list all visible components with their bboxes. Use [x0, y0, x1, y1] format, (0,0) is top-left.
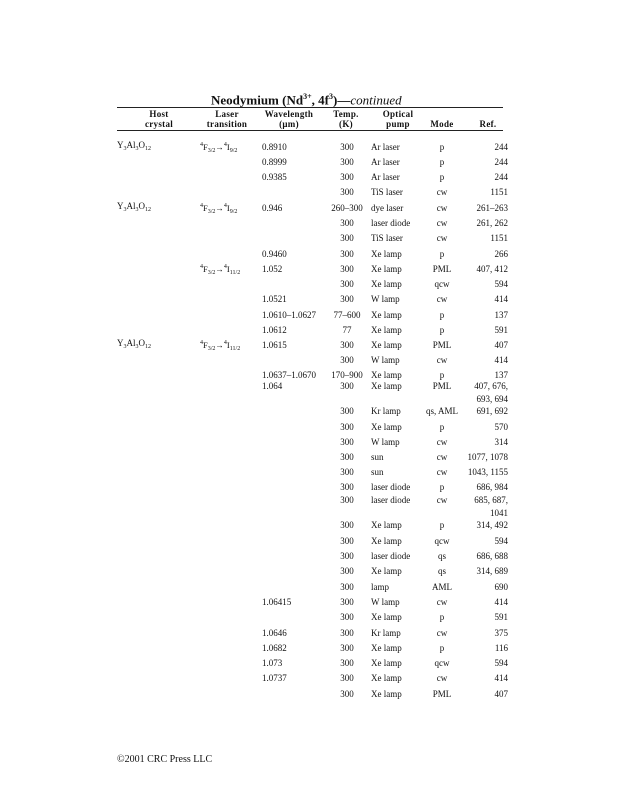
wavelength-cell: 1.073	[262, 658, 283, 668]
temp-cell: 300	[340, 187, 354, 197]
temp-cell: 300	[340, 566, 354, 576]
mode-cell: cw	[436, 187, 448, 197]
mode-cell: cw	[436, 355, 448, 365]
ref-cell: 591	[494, 325, 508, 335]
temp-cell: 300	[340, 355, 354, 365]
mode-cell: cw	[436, 452, 448, 462]
pump-cell: Xe lamp	[371, 520, 402, 530]
pump-cell: W lamp	[371, 355, 400, 365]
wavelength-cell: 1.0637–1.0670	[262, 370, 316, 380]
mode-cell: PML	[432, 381, 452, 391]
temp-cell: 300	[340, 536, 354, 546]
wavelength-cell: 1.0610–1.0627	[262, 310, 316, 320]
pump-cell: TiS laser	[371, 187, 403, 197]
mode-cell: cw	[436, 218, 448, 228]
temp-cell: 300	[340, 628, 354, 638]
mode-cell: AML	[432, 582, 452, 592]
ref-cell: 407	[494, 340, 508, 350]
pump-cell: Xe lamp	[371, 612, 402, 622]
temp-cell: 300	[340, 689, 354, 699]
temp-cell: 300	[340, 233, 354, 243]
pump-cell: Xe lamp	[371, 310, 402, 320]
mode-cell: PML	[432, 264, 452, 274]
header-temp: Temp. (K)	[333, 109, 359, 129]
temp-cell: 300	[340, 406, 354, 416]
mode-cell: p	[439, 520, 445, 530]
pump-cell: Kr lamp	[371, 406, 401, 416]
temp-cell: 300	[340, 279, 354, 289]
temp-cell: 300	[340, 172, 354, 182]
wavelength-cell: 1.0615	[262, 340, 287, 350]
mode-cell: qs	[437, 566, 446, 576]
mode-cell: qcw	[434, 658, 450, 668]
temp-cell: 300	[340, 157, 354, 167]
mode-cell: p	[439, 422, 445, 432]
ref-cell: 314, 689	[476, 566, 508, 576]
top-rule	[117, 107, 503, 108]
host-crystal: $Y_3Al_3O_{12}$	[117, 201, 151, 213]
pump-cell: sun	[371, 452, 384, 462]
pump-cell: TiS laser	[371, 233, 403, 243]
temp-cell: 300	[340, 551, 354, 561]
wavelength-cell: 1.064	[262, 381, 283, 391]
mode-cell: cw	[436, 628, 448, 638]
header-host: Host crystal	[144, 109, 174, 129]
wavelength-cell: 1.0646	[262, 628, 287, 638]
ref-cell: 1151	[490, 233, 508, 243]
pump-cell: Xe lamp	[371, 279, 402, 289]
mode-cell: qs, AML	[425, 406, 458, 416]
mode-cell: p	[439, 643, 445, 653]
ref-cell: 686, 984	[476, 482, 508, 492]
pump-cell: laser diode	[371, 551, 411, 561]
mode-cell: cw	[436, 294, 448, 304]
mode-cell: qcw	[434, 279, 450, 289]
host-crystal: $Y_3Al_3O_{12}$	[117, 140, 151, 152]
temp-cell: 300	[340, 643, 354, 653]
temp-cell: 300	[340, 249, 354, 259]
mode-cell: p	[439, 249, 445, 259]
pump-cell: W lamp	[371, 437, 400, 447]
mode-cell: p	[439, 482, 445, 492]
wavelength-cell: 1.0612	[262, 325, 287, 335]
pump-cell: W lamp	[371, 597, 400, 607]
ref-cell: 137	[494, 370, 508, 380]
wavelength-cell: 0.946	[262, 203, 283, 213]
temp-cell: 300	[340, 422, 354, 432]
pump-cell: Ar laser	[371, 142, 400, 152]
pump-cell: sun	[371, 467, 384, 477]
mode-cell: p	[439, 612, 445, 622]
temp-cell: 77	[342, 325, 352, 335]
mode-cell: p	[439, 172, 445, 182]
copyright-footer: ©2001 CRC Press LLC	[117, 754, 213, 765]
temp-cell: 300	[340, 218, 354, 228]
mode-cell: p	[439, 142, 445, 152]
temp-cell: 300	[340, 452, 354, 462]
mode-cell: p	[439, 157, 445, 167]
laser-transition: $^4F_{3/2}\to^4I_{9/2}$	[200, 203, 238, 215]
pump-cell: Kr lamp	[371, 628, 401, 638]
pump-cell: Xe lamp	[371, 689, 402, 699]
wavelength-cell: 1.06415	[262, 597, 292, 607]
header-mode: Mode	[430, 119, 454, 129]
pump-cell: Xe lamp	[371, 422, 402, 432]
temp-cell: 300	[340, 264, 354, 274]
temp-cell: 300	[340, 294, 354, 304]
header-transition: Laser transition	[206, 109, 248, 129]
laser-transition: $^4F_{3/2}\to^4I_{11/2}$	[200, 264, 241, 276]
ref-cell: 116	[494, 643, 508, 653]
ref-cell: 261, 262	[476, 218, 508, 228]
table-title: Neodymium ($Nd^{3+}$, $4f^3)—continued$	[211, 92, 402, 108]
ref-cell: 1151	[490, 187, 508, 197]
temp-cell: 300	[340, 381, 354, 391]
mode-cell: qs	[437, 551, 446, 561]
ref-cell: 407, 676,	[474, 381, 508, 391]
mode-cell: p	[439, 370, 445, 380]
ref-cell: 414	[494, 673, 508, 683]
pump-cell: laser diode	[371, 218, 411, 228]
pump-cell: Xe lamp	[371, 381, 402, 391]
pump-cell: Xe lamp	[371, 658, 402, 668]
temp-cell: 300	[340, 582, 354, 592]
temp-cell: 300	[340, 467, 354, 477]
temp-cell: 77–600	[333, 310, 361, 320]
temp-cell: 300	[340, 142, 354, 152]
pump-cell: Xe lamp	[371, 264, 402, 274]
pump-cell: Xe lamp	[371, 673, 402, 683]
laser-transition: $^4F_{3/2}\to^4I_{9/2}$	[200, 142, 238, 154]
mode-cell: cw	[436, 673, 448, 683]
temp-cell: 300	[340, 658, 354, 668]
temp-cell: 300	[340, 495, 354, 505]
ref-cell: 266	[494, 249, 508, 259]
ref-cell: 591	[494, 612, 508, 622]
header-wavelength: Wavelength (μm)	[264, 109, 314, 129]
mode-cell: p	[439, 325, 445, 335]
ref-cell: 685, 687,	[474, 495, 508, 505]
mode-cell: cw	[436, 233, 448, 243]
ref-cell-continued: 1041	[490, 508, 508, 518]
temp-cell: 300	[340, 597, 354, 607]
ref-cell: 244	[494, 157, 508, 167]
mode-cell: cw	[436, 467, 448, 477]
mode-cell: cw	[436, 495, 448, 505]
ref-cell: 314	[494, 437, 508, 447]
ref-cell: 594	[494, 279, 508, 289]
pump-cell: Xe lamp	[371, 249, 402, 259]
temp-cell: 260–300	[331, 203, 363, 213]
ref-cell: 414	[494, 597, 508, 607]
pump-cell: Ar laser	[371, 172, 400, 182]
mode-cell: cw	[436, 203, 448, 213]
ref-cell: 414	[494, 294, 508, 304]
temp-cell: 300	[340, 340, 354, 350]
pump-cell: laser diode	[371, 482, 411, 492]
ref-cell: 137	[494, 310, 508, 320]
pump-cell: Xe lamp	[371, 643, 402, 653]
ref-cell: 407	[494, 689, 508, 699]
temp-cell: 300	[340, 482, 354, 492]
mode-cell: PML	[432, 340, 452, 350]
ref-cell: 690	[494, 582, 508, 592]
temp-cell: 300	[340, 520, 354, 530]
pump-cell: dye laser	[371, 203, 404, 213]
mode-cell: cw	[436, 437, 448, 447]
ref-cell: 375	[494, 628, 508, 638]
wavelength-cell: 1.0737	[262, 673, 287, 683]
ref-cell: 570	[494, 422, 508, 432]
temp-cell: 300	[340, 673, 354, 683]
pump-cell: Xe lamp	[371, 566, 402, 576]
wavelength-cell: 0.8999	[262, 157, 287, 167]
pump-cell: Xe lamp	[371, 340, 402, 350]
pump-cell: Xe lamp	[371, 325, 402, 335]
mode-cell: PML	[432, 689, 452, 699]
header-pump: Optical pump	[382, 109, 414, 129]
ref-cell: 686, 688	[476, 551, 508, 561]
laser-transition: $^4F_{3/2}\to^4I_{11/2}$	[200, 340, 241, 352]
pump-cell: W lamp	[371, 294, 400, 304]
wavelength-cell: 0.9385	[262, 172, 287, 182]
wavelength-cell: 0.8910	[262, 142, 287, 152]
ref-cell: 594	[494, 536, 508, 546]
temp-cell: 170–900	[331, 370, 363, 380]
mode-cell: qcw	[434, 536, 450, 546]
temp-cell: 300	[340, 437, 354, 447]
ref-cell: 244	[494, 172, 508, 182]
wavelength-cell: 1.052	[262, 264, 283, 274]
host-crystal: $Y_3Al_3O_{12}$	[117, 338, 151, 350]
ref-cell: 1043, 1155	[467, 467, 508, 477]
header-ref: Ref.	[479, 119, 497, 129]
ref-cell: 691, 692	[476, 406, 508, 416]
wavelength-cell: 1.0682	[262, 643, 287, 653]
ref-cell: 407, 412	[476, 264, 508, 274]
pump-cell: lamp	[371, 582, 389, 592]
ref-cell: 244	[494, 142, 508, 152]
ref-cell: 314, 492	[476, 520, 508, 530]
ref-cell: 1077, 1078	[467, 452, 508, 462]
ref-cell: 414	[494, 355, 508, 365]
ref-cell: 594	[494, 658, 508, 668]
pump-cell: Xe lamp	[371, 370, 402, 380]
pump-cell: Xe lamp	[371, 536, 402, 546]
pump-cell: Ar laser	[371, 157, 400, 167]
ref-cell-continued: 693, 694	[476, 394, 508, 404]
mode-cell: p	[439, 310, 445, 320]
pump-cell: laser diode	[371, 495, 411, 505]
header-rule	[117, 130, 503, 131]
mode-cell: cw	[436, 597, 448, 607]
temp-cell: 300	[340, 612, 354, 622]
wavelength-cell: 1.0521	[262, 294, 287, 304]
ref-cell: 261–263	[476, 203, 508, 213]
wavelength-cell: 0.9460	[262, 249, 287, 259]
